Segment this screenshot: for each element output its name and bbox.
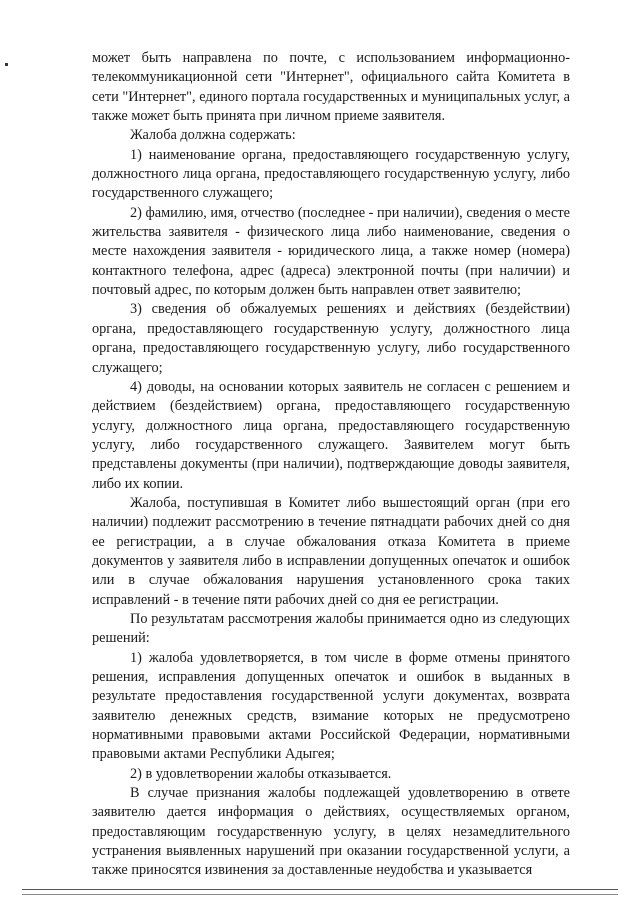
paragraph-if-satisfied: В случае признания жалобы подлежащей удовлетворению в ответе заявителю дается информация о действиях, осуществляемых органом, предоставляющим государственную услугу, в целях незамедлительного устранения выявленных нарушений при оказании государственной услуги, а также приносятся извинения за доставленные неудобства и указывается bbox=[92, 785, 570, 879]
list-item-4-arguments: 4) доводы, на основании которых заявитель не согласен с решением и действием (бездействием) органа, предоставляющего государственную услугу, должностного лица органа, предоставляющего государственную услугу, либо государственного служащего. Заявителем могут быть представлены документы (при наличии), подтверждающие доводы заявителя, либо их копии. bbox=[92, 378, 570, 492]
scan-artifact-dot bbox=[5, 63, 8, 66]
list-item-3-appealed-decisions: 3) сведения об обжалуемых решениях и действиях (бездействии) органа, предоставляющего государственную услугу, должностного лица органа, предоставляющего государственную услугу, либо государственного служащего; bbox=[92, 301, 570, 376]
decision-item-2-refused: 2) в удовлетворении жалобы отказывается. bbox=[130, 765, 392, 782]
decision-item-1-satisfied: 1) жалоба удовлетворяется, в том числе в форме отмены принятого решения, исправления допущенных опечаток и ошибок в выданных в результате предоставления государственной услуги документах, возврата заявителю денежных средств, взимание которых не предусмотрено нормативными правовыми актами Российской Федерации, нормативными правовыми актами Республики Адыгея; bbox=[92, 649, 570, 763]
document-body bbox=[92, 49, 570, 881]
paragraph-review-period: Жалоба, поступившая в Комитет либо вышестоящий орган (при его наличии) подлежит рассмотрению в течение пятнадцати рабочих дней со дня ее регистрации, а в случае обжалования отказа Комитета в приеме документов у заявителя либо в исправлении допущенных опечаток и ошибок или в случае обжалования нарушения установленного срока таких исправлений - в течение пяти рабочих дней со дня ее регистрации. bbox=[92, 494, 570, 608]
list-item-1-organ-name: 1) наименование органа, предоставляющего государственную услугу, должностного лица органа, предоставляющего государственную услугу, либо государственного служащего; bbox=[92, 146, 570, 202]
footer-divider-line bbox=[22, 889, 618, 890]
paragraph-continuation: может быть направлена по почте, с использованием информационно-телекоммуникационной сети "Интернет", официального сайта Комитета в сети "Интернет", единого портала государственных и муниципальных услуг, а также может быть принята при личном приеме заявителя. bbox=[92, 50, 570, 125]
paragraph-complaint-must-contain: Жалоба должна содержать: bbox=[130, 127, 296, 144]
list-item-2-applicant-details: 2) фамилию, имя, отчество (последнее - при наличии), сведения о месте жительства заявителя - физического лица либо наименование, сведения о месте нахождения заявителя - юридического лица, а также номер (номера) контактного телефона, адрес (адреса) электронной почты (при наличии) и почтовый адрес, по которым должен быть направлен ответ заявителю; bbox=[92, 204, 570, 299]
footer-divider-line-secondary bbox=[22, 894, 618, 895]
paragraph-decisions-intro: По результатам рассмотрения жалобы принимается одно из следующих решений: bbox=[92, 610, 570, 647]
